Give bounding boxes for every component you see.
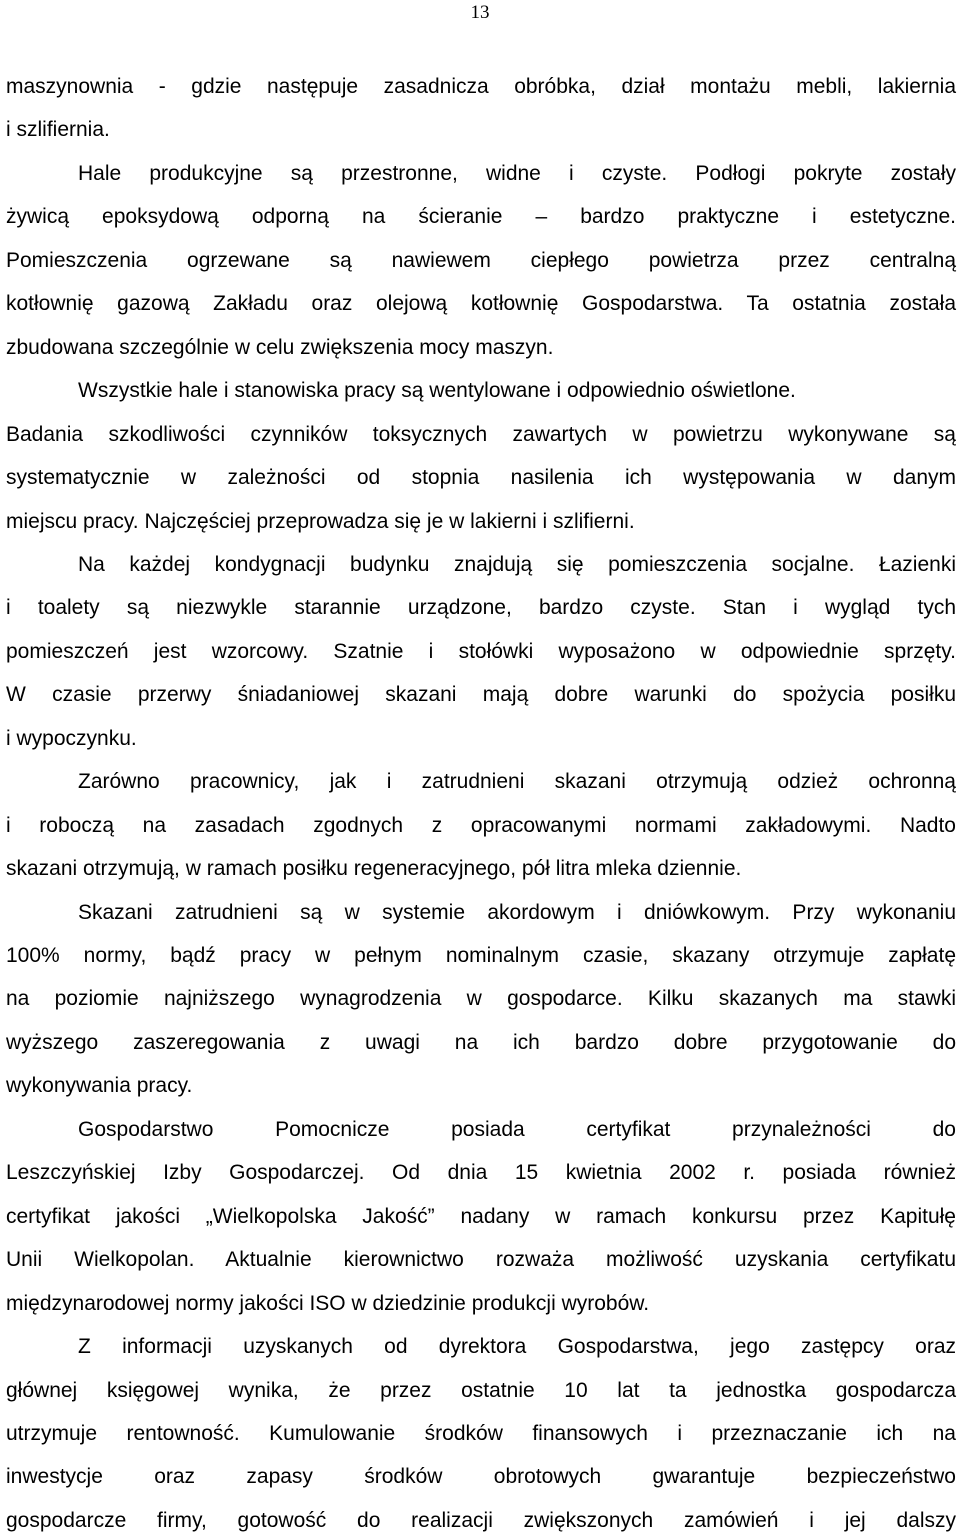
text-line: utrzymuje rentowność. Kumulowanie środków finansowych i przeznaczanie ich na	[6, 1421, 956, 1445]
text-line: i wypoczynku.	[6, 726, 137, 750]
text-line: pomieszczeń jest wzorcowy. Szatnie i stołówki wyposażono w odpowiednie sprzęty.	[6, 639, 956, 663]
text-line: Zarówno pracownicy, jak i zatrudnieni skazani otrzymują odzież ochronną	[78, 770, 956, 794]
page-number: 13	[470, 2, 490, 23]
text-line: miejscu pracy. Najczęściej przeprowadza się je w lakierni i szlifierni.	[6, 509, 635, 533]
text-line: inwestycje oraz zapasy środków obrotowych gwarantuje bezpieczeństwo	[6, 1465, 956, 1489]
text-line: i toalety są niezwykle starannie urządzone, bardzo czyste. Stan i wygląd tych	[6, 596, 956, 620]
text-line: systematycznie w zależności od stopnia nasilenia ich występowania w danym	[6, 466, 956, 490]
text-line: Badania szkodliwości czynników toksycznych zawartych w powietrzu wykonywane są	[6, 422, 956, 446]
text-line: kotłownię gazową Zakładu oraz olejową kotłownię Gospodarstwa. Ta ostatnia została	[6, 292, 956, 316]
text-line: wyższego zaszeregowania z uwagi na ich bardzo dobre przygotowanie do	[6, 1030, 956, 1054]
text-line: międzynarodowej normy jakości ISO w dziedzinie produkcji wyrobów.	[6, 1291, 650, 1315]
text-line: Z informacji uzyskanych od dyrektora Gospodarstwa, jego zastępcy oraz	[78, 1335, 956, 1359]
text-line: Gospodarstwo Pomocnicze posiada certyfikat przynależności do	[78, 1117, 956, 1141]
text-line: i szlifiernia.	[6, 118, 110, 142]
text-line: certyfikat jakości „Wielkopolska Jakość” nadany w ramach konkursu przez Kapitułę	[6, 1204, 956, 1228]
text-line: i roboczą na zasadach zgodnych z opracowanymi normami zakładowymi. Nadto	[6, 813, 956, 837]
text-line: żywicą epoksydową odporną na ścieranie – bardzo praktyczne i estetyczne.	[6, 205, 956, 229]
text-line: Hale produkcyjne są przestronne, widne i czyste. Podłogi pokryte zostały	[78, 161, 956, 185]
text-line: Skazani zatrudnieni są w systemie akordowym i dniówkowym. Przy wykonaniu	[78, 900, 956, 924]
text-line: Wszystkie hale i stanowiska pracy są wentylowane i odpowiednio oświetlone.	[78, 379, 796, 403]
text-line: Pomieszczenia ogrzewane są nawiewem ciepłego powietrza przez centralną	[6, 248, 956, 272]
text-line: W czasie przerwy śniadaniowej skazani mają dobre warunki do spożycia posiłku	[6, 683, 956, 707]
text-line: wykonywania pracy.	[6, 1074, 193, 1098]
text-line: Unii Wielkopolan. Aktualnie kierownictwo rozważa możliwość uzyskania certyfikatu	[6, 1248, 956, 1272]
text-line: Leszczyńskiej Izby Gospodarczej. Od dnia 15 kwietnia 2002 r. posiada również	[6, 1161, 956, 1185]
text-line: 100% normy, bądź pracy w pełnym nominalnym czasie, skazany otrzymuje zapłatę	[6, 944, 956, 967]
text-line: Na każdej kondygnacji budynku znajdują się pomieszczenia socjalne. Łazienki	[78, 552, 956, 576]
text-line: maszynownia - gdzie następuje zasadnicza obróbka, dział montażu mebli, lakiernia	[6, 75, 956, 98]
text-line: gospodarcze firmy, gotowość do realizacji zwiększonych zamówień i jej dalszy	[6, 1508, 956, 1532]
text-line: zbudowana szczególnie w celu zwiększenia mocy maszyn.	[6, 335, 554, 359]
text-line: głównej księgowej wynika, że przez ostatnie 10 lat ta jednostka gospodarcza	[6, 1378, 956, 1402]
text-line: na poziomie najniższego wynagrodzenia w gospodarce. Kilku skazanych ma stawki	[6, 987, 956, 1011]
text-line: skazani otrzymują, w ramach posiłku regeneracyjnego, pół litra mleka dziennie.	[6, 857, 742, 881]
